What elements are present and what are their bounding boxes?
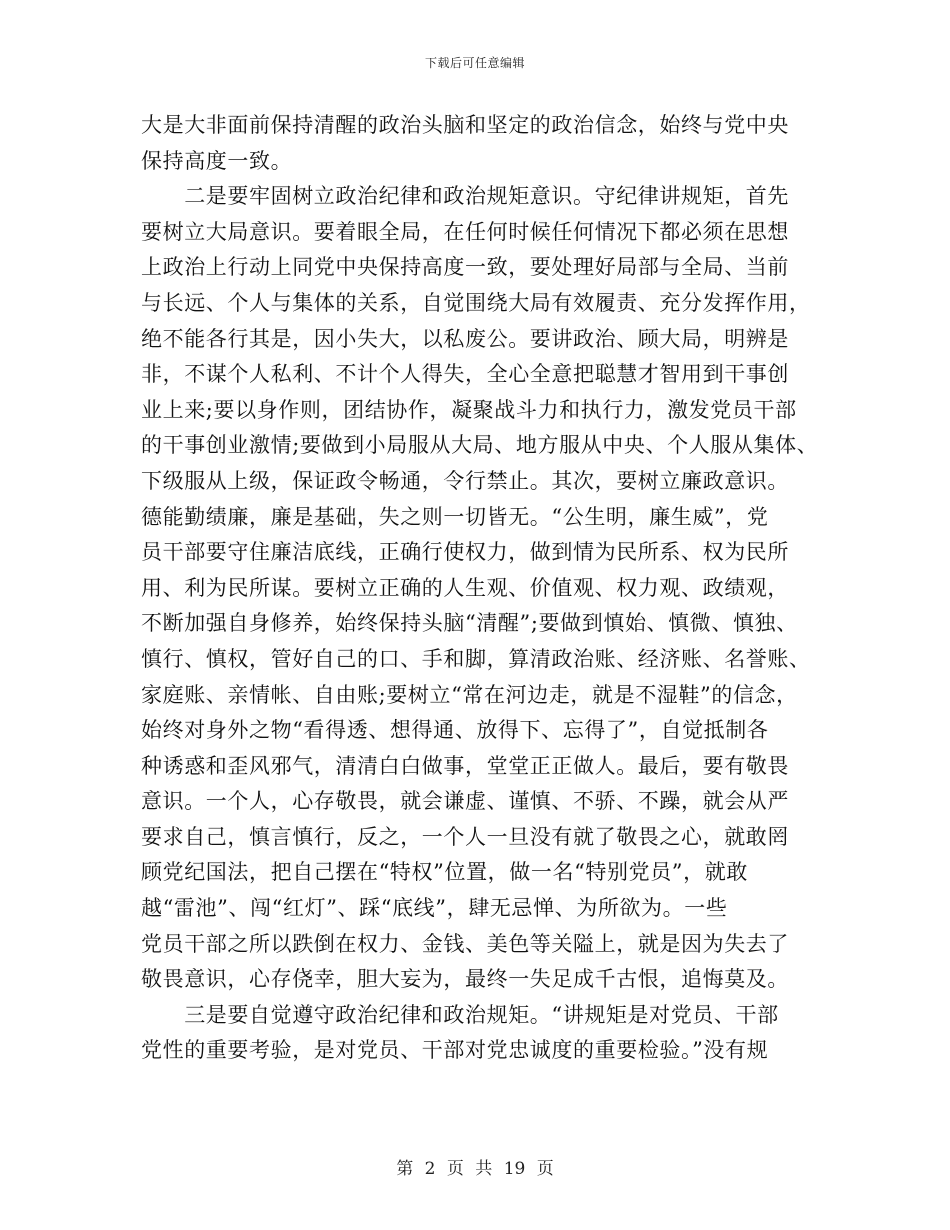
- page-header: 下载后可任意编辑: [424, 56, 525, 70]
- text-line: 绝不能各行其是，因小失大，以私废公。要讲政治、顾大局，明辨是: [141, 326, 789, 351]
- document-body: [141, 108, 821, 1069]
- text-line: 种诱惑和歪风邪气，清清白白做事，堂堂正正做人。最后，要有敬畏: [141, 753, 789, 778]
- text-line: 顾党纪国法，把自己摆在“特权”位置，做一名“特别党员”，就敢: [141, 860, 748, 885]
- text-line: 不断加强自身修养，始终保持头脑“清醒”;要做到慎始、慎微、慎独、: [141, 611, 798, 636]
- text-line: 意识。一个人，心存敬畏，就会谦虚、谨慎、不骄、不躁，就会从严: [141, 789, 789, 814]
- text-line: 德能勤绩廉，廉是基础，失之则一切皆无。“公生明，廉生威”，党: [141, 504, 769, 529]
- text-line: 敬畏意识，心存侥幸，胆大妄为，最终一失足成千古恨，追悔莫及。: [141, 967, 789, 992]
- text-line: 与长远、个人与集体的关系，自觉围绕大局有效履责、充分发挥作用，: [141, 290, 811, 315]
- text-line: 非，不谋个人私利、不计个人得失，全心全意把聪慧才智用到干事创: [141, 362, 789, 387]
- text-line: 保持高度一致。: [141, 148, 293, 173]
- text-line: 始终对身外之物“看得透、想得通、放得下、忘得了”，自觉抵制各: [141, 718, 769, 743]
- text-line: 家庭账、亲情帐、自由账;要树立“常在河边走，就是不湿鞋”的信念，: [141, 682, 798, 707]
- text-line: 业上来;要以身作则，团结协作，凝聚战斗力和执行力，激发党员干部: [141, 397, 797, 422]
- text-line: 大是大非面前保持清醒的政治头脑和坚定的政治信念，始终与党中央: [141, 113, 789, 137]
- text-line: 员干部要守住廉洁底线，正确行使权力，做到情为民所系、权为民所: [141, 540, 789, 565]
- text-line: 用、利为民所谋。要树立正确的人生观、价值观、权力观、政绩观，: [141, 575, 789, 600]
- text-line: 党性的重要考验，是对党员、干部对党忠诚度的重要检验。”没有规: [141, 1038, 769, 1063]
- text-line: 慎行、慎权，管好自己的口、手和脚，算清政治账、经济账、名誉账、: [141, 646, 811, 671]
- page-number-footer: 第 2 页 共 19 页: [396, 1159, 554, 1179]
- text-line: 上政治上行动上同党中央保持高度一致，要处理好局部与全局、当前: [141, 255, 789, 280]
- text-line: 下级服从上级，保证政令畅通，令行禁止。其次，要树立廉政意识。: [141, 468, 789, 493]
- text-line: 二是要牢固树立政治纪律和政治规矩意识。守纪律讲规矩，首先: [141, 184, 789, 209]
- text-line: 要树立大局意识。要着眼全局，在任何时候任何情况下都必须在思想: [141, 219, 789, 244]
- text-line: 党员干部之所以跌倒在权力、金钱、美色等关隘上，就是因为失去了: [141, 931, 789, 956]
- text-line: 要求自己，慎言慎行，反之，一个人一旦没有就了敬畏之心，就敢罔: [141, 824, 789, 849]
- text-line: 越“雷池”、闯“红灯”、踩“底线”，肆无忌惮、为所欲为。一些: [141, 896, 728, 921]
- text-line: 的干事创业激情;要做到小局服从大局、地方服从中央、个人服从集体、: [141, 433, 819, 458]
- text-line: 三是要自觉遵守政治纪律和政治规矩。“讲规矩是对党员、干部: [141, 1002, 779, 1027]
